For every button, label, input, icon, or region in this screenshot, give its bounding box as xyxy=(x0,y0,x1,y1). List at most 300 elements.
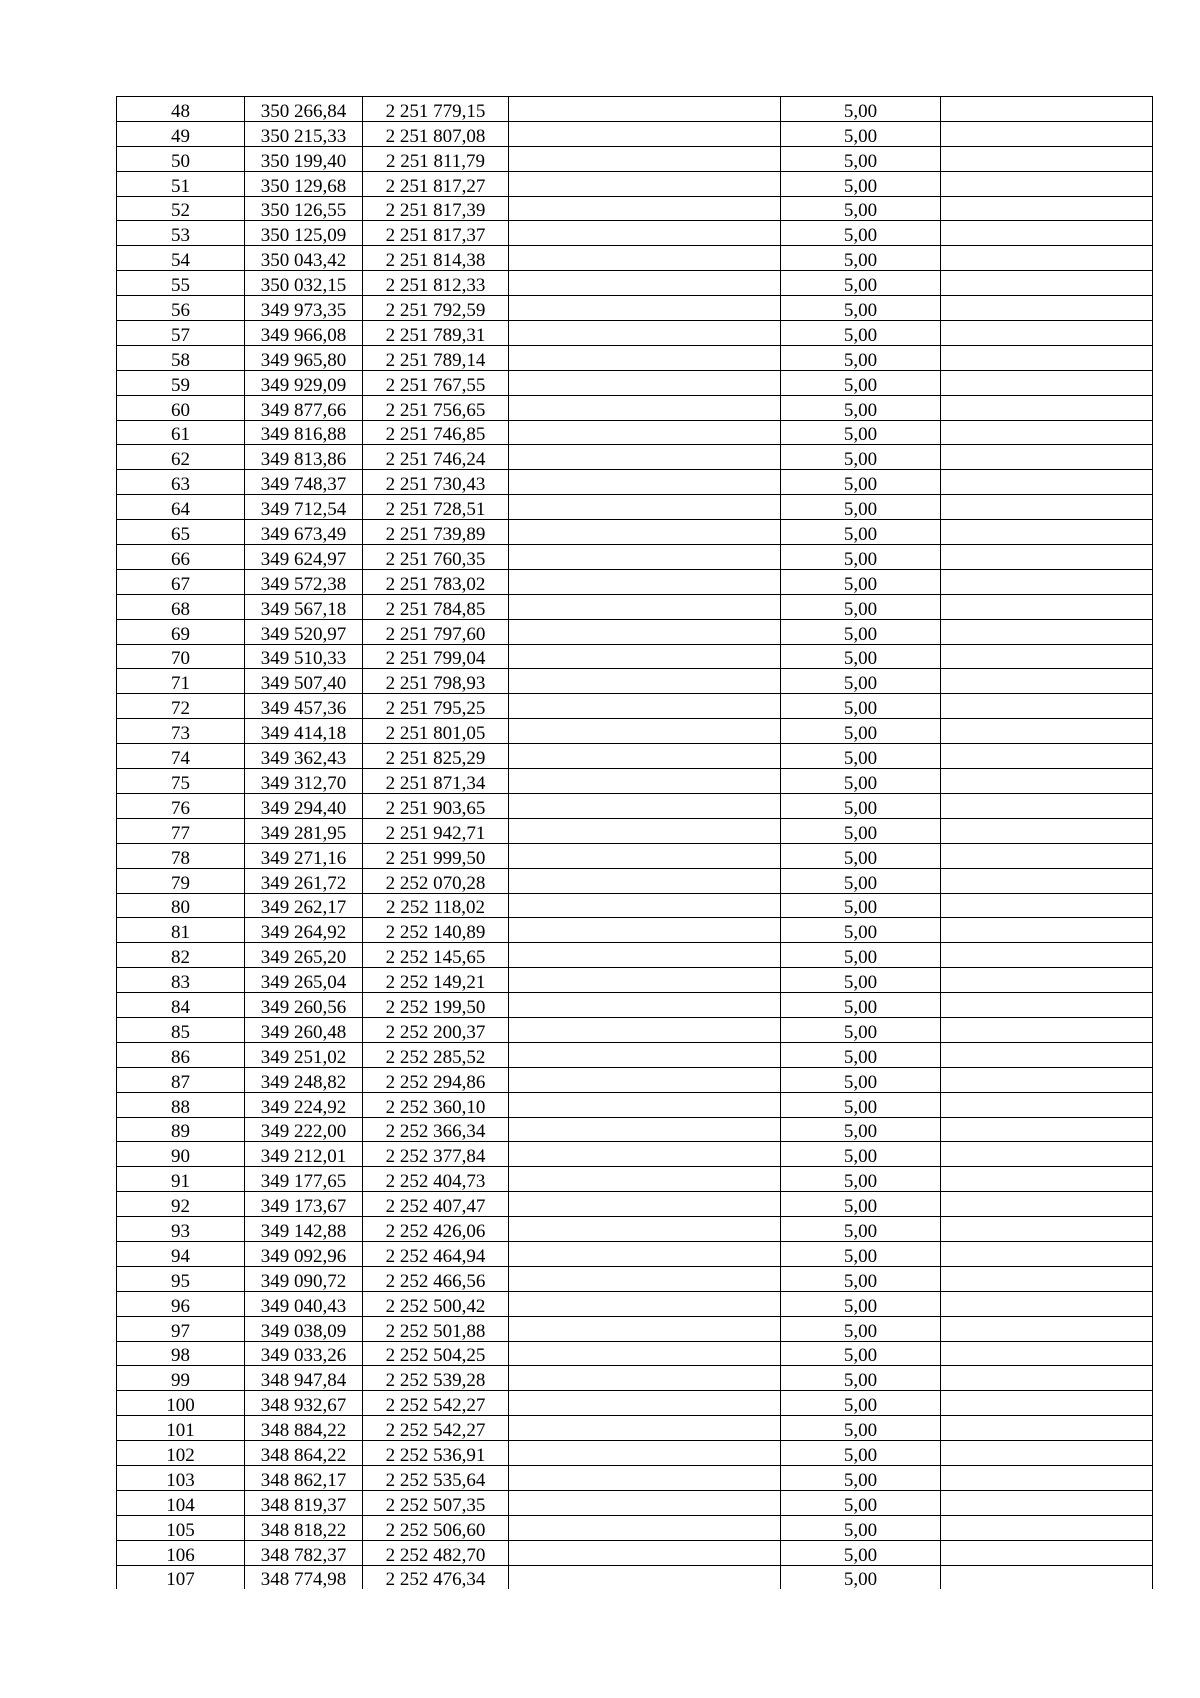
point-number-cell: 97 xyxy=(117,1316,245,1341)
x-coordinate-cell: 349 510,33 xyxy=(245,644,363,669)
point-number-cell: 74 xyxy=(117,744,245,769)
value-cell: 5,00 xyxy=(781,1515,941,1540)
x-coordinate-cell: 349 142,88 xyxy=(245,1217,363,1242)
y-coordinate-cell: 2 251 817,27 xyxy=(363,171,509,196)
table-row xyxy=(117,1366,1153,1391)
extra-cell xyxy=(941,196,1153,221)
table-row xyxy=(117,943,1153,968)
point-number-cell: 95 xyxy=(117,1266,245,1291)
value-cell: 5,00 xyxy=(781,893,941,918)
note-cell xyxy=(509,345,781,370)
point-number-cell: 64 xyxy=(117,495,245,520)
value-cell: 5,00 xyxy=(781,769,941,794)
table-row xyxy=(117,918,1153,943)
y-coordinate-cell: 2 252 118,02 xyxy=(363,893,509,918)
x-coordinate-cell: 349 929,09 xyxy=(245,370,363,395)
note-cell xyxy=(509,271,781,296)
x-coordinate-cell: 348 947,84 xyxy=(245,1366,363,1391)
y-coordinate-cell: 2 252 366,34 xyxy=(363,1117,509,1142)
note-cell xyxy=(509,370,781,395)
note-cell xyxy=(509,769,781,794)
point-number-cell: 101 xyxy=(117,1416,245,1441)
y-coordinate-cell: 2 251 789,31 xyxy=(363,321,509,346)
extra-cell xyxy=(941,594,1153,619)
note-cell xyxy=(509,843,781,868)
table-row xyxy=(117,1067,1153,1092)
table-row xyxy=(117,345,1153,370)
x-coordinate-cell: 349 265,20 xyxy=(245,943,363,968)
extra-cell xyxy=(941,1540,1153,1565)
table-row xyxy=(117,470,1153,495)
table-row xyxy=(117,196,1153,221)
extra-cell xyxy=(941,296,1153,321)
y-coordinate-cell: 2 251 999,50 xyxy=(363,843,509,868)
x-coordinate-cell: 348 819,37 xyxy=(245,1490,363,1515)
note-cell xyxy=(509,943,781,968)
note-cell xyxy=(509,146,781,171)
x-coordinate-cell: 349 248,82 xyxy=(245,1067,363,1092)
y-coordinate-cell: 2 251 746,85 xyxy=(363,420,509,445)
extra-cell xyxy=(941,843,1153,868)
value-cell: 5,00 xyxy=(781,420,941,445)
value-cell: 5,00 xyxy=(781,644,941,669)
point-number-cell: 96 xyxy=(117,1291,245,1316)
value-cell: 5,00 xyxy=(781,345,941,370)
y-coordinate-cell: 2 251 779,15 xyxy=(363,97,509,122)
y-coordinate-cell: 2 252 145,65 xyxy=(363,943,509,968)
value-cell: 5,00 xyxy=(781,719,941,744)
y-coordinate-cell: 2 251 825,29 xyxy=(363,744,509,769)
note-cell xyxy=(509,1092,781,1117)
y-coordinate-cell: 2 252 070,28 xyxy=(363,868,509,893)
note-cell xyxy=(509,445,781,470)
note-cell xyxy=(509,321,781,346)
value-cell: 5,00 xyxy=(781,1441,941,1466)
extra-cell xyxy=(941,495,1153,520)
x-coordinate-cell: 350 215,33 xyxy=(245,121,363,146)
y-coordinate-cell: 2 252 377,84 xyxy=(363,1142,509,1167)
note-cell xyxy=(509,1142,781,1167)
table-row xyxy=(117,1391,1153,1416)
point-number-cell: 91 xyxy=(117,1167,245,1192)
note-cell xyxy=(509,619,781,644)
extra-cell xyxy=(941,321,1153,346)
extra-cell xyxy=(941,868,1153,893)
note-cell xyxy=(509,744,781,769)
table-row xyxy=(117,1241,1153,1266)
table-row xyxy=(117,1565,1153,1589)
table-row xyxy=(117,370,1153,395)
value-cell: 5,00 xyxy=(781,1092,941,1117)
table-row xyxy=(117,644,1153,669)
point-number-cell: 100 xyxy=(117,1391,245,1416)
point-number-cell: 86 xyxy=(117,1042,245,1067)
value-cell: 5,00 xyxy=(781,569,941,594)
table-row xyxy=(117,520,1153,545)
point-number-cell: 50 xyxy=(117,146,245,171)
table-row xyxy=(117,868,1153,893)
y-coordinate-cell: 2 251 728,51 xyxy=(363,495,509,520)
value-cell: 5,00 xyxy=(781,1142,941,1167)
table-row xyxy=(117,968,1153,993)
extra-cell xyxy=(941,1217,1153,1242)
y-coordinate-cell: 2 251 817,39 xyxy=(363,196,509,221)
x-coordinate-cell: 349 092,96 xyxy=(245,1241,363,1266)
value-cell: 5,00 xyxy=(781,619,941,644)
note-cell xyxy=(509,793,781,818)
extra-cell xyxy=(941,121,1153,146)
y-coordinate-cell: 2 251 798,93 xyxy=(363,669,509,694)
x-coordinate-cell: 350 126,55 xyxy=(245,196,363,221)
note-cell xyxy=(509,868,781,893)
value-cell: 5,00 xyxy=(781,1490,941,1515)
note-cell xyxy=(509,918,781,943)
value-cell: 5,00 xyxy=(781,744,941,769)
extra-cell xyxy=(941,744,1153,769)
value-cell: 5,00 xyxy=(781,1042,941,1067)
value-cell: 5,00 xyxy=(781,594,941,619)
point-number-cell: 54 xyxy=(117,246,245,271)
y-coordinate-cell: 2 252 140,89 xyxy=(363,918,509,943)
value-cell: 5,00 xyxy=(781,171,941,196)
point-number-cell: 51 xyxy=(117,171,245,196)
note-cell xyxy=(509,1465,781,1490)
value-cell: 5,00 xyxy=(781,1117,941,1142)
x-coordinate-cell: 349 261,72 xyxy=(245,868,363,893)
value-cell: 5,00 xyxy=(781,843,941,868)
y-coordinate-cell: 2 251 797,60 xyxy=(363,619,509,644)
x-coordinate-cell: 349 673,49 xyxy=(245,520,363,545)
extra-cell xyxy=(941,818,1153,843)
y-coordinate-cell: 2 252 500,42 xyxy=(363,1291,509,1316)
value-cell: 5,00 xyxy=(781,520,941,545)
x-coordinate-cell: 349 712,54 xyxy=(245,495,363,520)
note-cell xyxy=(509,97,781,122)
value-cell: 5,00 xyxy=(781,445,941,470)
point-number-cell: 77 xyxy=(117,818,245,843)
table-row xyxy=(117,769,1153,794)
note-cell xyxy=(509,1316,781,1341)
extra-cell xyxy=(941,943,1153,968)
value-cell: 5,00 xyxy=(781,1366,941,1391)
point-number-cell: 76 xyxy=(117,793,245,818)
value-cell: 5,00 xyxy=(781,470,941,495)
point-number-cell: 79 xyxy=(117,868,245,893)
value-cell: 5,00 xyxy=(781,296,941,321)
value-cell: 5,00 xyxy=(781,146,941,171)
value-cell: 5,00 xyxy=(781,97,941,122)
x-coordinate-cell: 349 567,18 xyxy=(245,594,363,619)
y-coordinate-cell: 2 252 360,10 xyxy=(363,1092,509,1117)
note-cell xyxy=(509,1416,781,1441)
value-cell: 5,00 xyxy=(781,943,941,968)
note-cell xyxy=(509,1366,781,1391)
extra-cell xyxy=(941,1465,1153,1490)
note-cell xyxy=(509,1167,781,1192)
x-coordinate-cell: 348 774,98 xyxy=(245,1565,363,1589)
y-coordinate-cell: 2 252 506,60 xyxy=(363,1515,509,1540)
point-number-cell: 98 xyxy=(117,1341,245,1366)
x-coordinate-cell: 349 173,67 xyxy=(245,1192,363,1217)
x-coordinate-cell: 349 624,97 xyxy=(245,545,363,570)
extra-cell xyxy=(941,1142,1153,1167)
value-cell: 5,00 xyxy=(781,1291,941,1316)
y-coordinate-cell: 2 251 814,38 xyxy=(363,246,509,271)
point-number-cell: 68 xyxy=(117,594,245,619)
value-cell: 5,00 xyxy=(781,1565,941,1589)
extra-cell xyxy=(941,1416,1153,1441)
extra-cell xyxy=(941,669,1153,694)
extra-cell xyxy=(941,1366,1153,1391)
x-coordinate-cell: 348 932,67 xyxy=(245,1391,363,1416)
x-coordinate-cell: 349 177,65 xyxy=(245,1167,363,1192)
value-cell: 5,00 xyxy=(781,1067,941,1092)
note-cell xyxy=(509,420,781,445)
table-row xyxy=(117,495,1153,520)
point-number-cell: 67 xyxy=(117,569,245,594)
extra-cell xyxy=(941,1316,1153,1341)
x-coordinate-cell: 349 271,16 xyxy=(245,843,363,868)
extra-cell xyxy=(941,1441,1153,1466)
note-cell xyxy=(509,968,781,993)
point-number-cell: 71 xyxy=(117,669,245,694)
table-row xyxy=(117,545,1153,570)
y-coordinate-cell: 2 251 767,55 xyxy=(363,370,509,395)
table-row xyxy=(117,818,1153,843)
x-coordinate-cell: 349 965,80 xyxy=(245,345,363,370)
y-coordinate-cell: 2 252 539,28 xyxy=(363,1366,509,1391)
point-number-cell: 107 xyxy=(117,1565,245,1589)
point-number-cell: 90 xyxy=(117,1142,245,1167)
table-row xyxy=(117,1465,1153,1490)
y-coordinate-cell: 2 251 903,65 xyxy=(363,793,509,818)
point-number-cell: 61 xyxy=(117,420,245,445)
extra-cell xyxy=(941,1490,1153,1515)
note-cell xyxy=(509,520,781,545)
note-cell xyxy=(509,221,781,246)
y-coordinate-cell: 2 252 199,50 xyxy=(363,993,509,1018)
table-row xyxy=(117,1291,1153,1316)
x-coordinate-cell: 349 362,43 xyxy=(245,744,363,769)
x-coordinate-cell: 349 033,26 xyxy=(245,1341,363,1366)
extra-cell xyxy=(941,569,1153,594)
note-cell xyxy=(509,694,781,719)
table-row xyxy=(117,1540,1153,1565)
y-coordinate-cell: 2 251 730,43 xyxy=(363,470,509,495)
point-number-cell: 80 xyxy=(117,893,245,918)
x-coordinate-cell: 349 572,38 xyxy=(245,569,363,594)
table-row xyxy=(117,246,1153,271)
point-number-cell: 60 xyxy=(117,395,245,420)
note-cell xyxy=(509,719,781,744)
table-row xyxy=(117,1217,1153,1242)
point-number-cell: 73 xyxy=(117,719,245,744)
extra-cell xyxy=(941,719,1153,744)
note-cell xyxy=(509,395,781,420)
note-cell xyxy=(509,171,781,196)
y-coordinate-cell: 2 252 536,91 xyxy=(363,1441,509,1466)
extra-cell xyxy=(941,1291,1153,1316)
point-number-cell: 106 xyxy=(117,1540,245,1565)
x-coordinate-cell: 349 748,37 xyxy=(245,470,363,495)
y-coordinate-cell: 2 252 149,21 xyxy=(363,968,509,993)
point-number-cell: 82 xyxy=(117,943,245,968)
point-number-cell: 102 xyxy=(117,1441,245,1466)
point-number-cell: 48 xyxy=(117,97,245,122)
y-coordinate-cell: 2 251 799,04 xyxy=(363,644,509,669)
y-coordinate-cell: 2 251 756,65 xyxy=(363,395,509,420)
table-row xyxy=(117,97,1153,122)
table-row xyxy=(117,1416,1153,1441)
value-cell: 5,00 xyxy=(781,495,941,520)
extra-cell xyxy=(941,545,1153,570)
value-cell: 5,00 xyxy=(781,1416,941,1441)
y-coordinate-cell: 2 252 507,35 xyxy=(363,1490,509,1515)
x-coordinate-cell: 349 414,18 xyxy=(245,719,363,744)
table-row xyxy=(117,1042,1153,1067)
table-row xyxy=(117,395,1153,420)
y-coordinate-cell: 2 252 482,70 xyxy=(363,1540,509,1565)
extra-cell xyxy=(941,171,1153,196)
table-row xyxy=(117,321,1153,346)
y-coordinate-cell: 2 252 464,94 xyxy=(363,1241,509,1266)
note-cell xyxy=(509,545,781,570)
value-cell: 5,00 xyxy=(781,1316,941,1341)
table-row xyxy=(117,1316,1153,1341)
table-row xyxy=(117,843,1153,868)
y-coordinate-cell: 2 251 783,02 xyxy=(363,569,509,594)
point-number-cell: 53 xyxy=(117,221,245,246)
x-coordinate-cell: 349 040,43 xyxy=(245,1291,363,1316)
x-coordinate-cell: 349 816,88 xyxy=(245,420,363,445)
point-number-cell: 92 xyxy=(117,1192,245,1217)
value-cell: 5,00 xyxy=(781,918,941,943)
note-cell xyxy=(509,1515,781,1540)
note-cell xyxy=(509,644,781,669)
point-number-cell: 62 xyxy=(117,445,245,470)
x-coordinate-cell: 349 090,72 xyxy=(245,1266,363,1291)
note-cell xyxy=(509,594,781,619)
table-row xyxy=(117,993,1153,1018)
point-number-cell: 52 xyxy=(117,196,245,221)
note-cell xyxy=(509,893,781,918)
x-coordinate-cell: 349 973,35 xyxy=(245,296,363,321)
x-coordinate-cell: 348 864,22 xyxy=(245,1441,363,1466)
point-number-cell: 69 xyxy=(117,619,245,644)
x-coordinate-cell: 349 224,92 xyxy=(245,1092,363,1117)
point-number-cell: 63 xyxy=(117,470,245,495)
point-number-cell: 93 xyxy=(117,1217,245,1242)
extra-cell xyxy=(941,694,1153,719)
value-cell: 5,00 xyxy=(781,1167,941,1192)
y-coordinate-cell: 2 252 294,86 xyxy=(363,1067,509,1092)
coordinates-table xyxy=(116,96,1153,1589)
extra-cell xyxy=(941,146,1153,171)
extra-cell xyxy=(941,1167,1153,1192)
point-number-cell: 83 xyxy=(117,968,245,993)
extra-cell xyxy=(941,968,1153,993)
x-coordinate-cell: 349 212,01 xyxy=(245,1142,363,1167)
note-cell xyxy=(509,1117,781,1142)
note-cell xyxy=(509,1192,781,1217)
x-coordinate-cell: 349 813,86 xyxy=(245,445,363,470)
table-row xyxy=(117,719,1153,744)
table-row xyxy=(117,1142,1153,1167)
table-row xyxy=(117,694,1153,719)
extra-cell xyxy=(941,644,1153,669)
x-coordinate-cell: 350 125,09 xyxy=(245,221,363,246)
value-cell: 5,00 xyxy=(781,793,941,818)
extra-cell xyxy=(941,97,1153,122)
table-row xyxy=(117,619,1153,644)
extra-cell xyxy=(941,1067,1153,1092)
y-coordinate-cell: 2 252 535,64 xyxy=(363,1465,509,1490)
table-row xyxy=(117,146,1153,171)
value-cell: 5,00 xyxy=(781,868,941,893)
note-cell xyxy=(509,1042,781,1067)
y-coordinate-cell: 2 252 466,56 xyxy=(363,1266,509,1291)
table-row xyxy=(117,1017,1153,1042)
value-cell: 5,00 xyxy=(781,1341,941,1366)
value-cell: 5,00 xyxy=(781,968,941,993)
point-number-cell: 84 xyxy=(117,993,245,1018)
point-number-cell: 94 xyxy=(117,1241,245,1266)
value-cell: 5,00 xyxy=(781,694,941,719)
extra-cell xyxy=(941,1042,1153,1067)
point-number-cell: 55 xyxy=(117,271,245,296)
value-cell: 5,00 xyxy=(781,1391,941,1416)
y-coordinate-cell: 2 252 542,27 xyxy=(363,1391,509,1416)
point-number-cell: 89 xyxy=(117,1117,245,1142)
note-cell xyxy=(509,669,781,694)
extra-cell xyxy=(941,445,1153,470)
extra-cell xyxy=(941,520,1153,545)
note-cell xyxy=(509,1341,781,1366)
note-cell xyxy=(509,246,781,271)
extra-cell xyxy=(941,993,1153,1018)
x-coordinate-cell: 349 877,66 xyxy=(245,395,363,420)
point-number-cell: 66 xyxy=(117,545,245,570)
y-coordinate-cell: 2 251 942,71 xyxy=(363,818,509,843)
y-coordinate-cell: 2 251 807,08 xyxy=(363,121,509,146)
y-coordinate-cell: 2 251 812,33 xyxy=(363,271,509,296)
note-cell xyxy=(509,470,781,495)
point-number-cell: 78 xyxy=(117,843,245,868)
value-cell: 5,00 xyxy=(781,196,941,221)
value-cell: 5,00 xyxy=(781,669,941,694)
extra-cell xyxy=(941,893,1153,918)
value-cell: 5,00 xyxy=(781,818,941,843)
note-cell xyxy=(509,1540,781,1565)
extra-cell xyxy=(941,1192,1153,1217)
value-cell: 5,00 xyxy=(781,246,941,271)
point-number-cell: 49 xyxy=(117,121,245,146)
note-cell xyxy=(509,1217,781,1242)
point-number-cell: 59 xyxy=(117,370,245,395)
x-coordinate-cell: 348 782,37 xyxy=(245,1540,363,1565)
value-cell: 5,00 xyxy=(781,370,941,395)
value-cell: 5,00 xyxy=(781,1192,941,1217)
y-coordinate-cell: 2 252 504,25 xyxy=(363,1341,509,1366)
table-row xyxy=(117,744,1153,769)
table-row xyxy=(117,1341,1153,1366)
y-coordinate-cell: 2 251 817,37 xyxy=(363,221,509,246)
point-number-cell: 72 xyxy=(117,694,245,719)
y-coordinate-cell: 2 251 811,79 xyxy=(363,146,509,171)
table-row xyxy=(117,1266,1153,1291)
extra-cell xyxy=(941,769,1153,794)
table-row xyxy=(117,1192,1153,1217)
